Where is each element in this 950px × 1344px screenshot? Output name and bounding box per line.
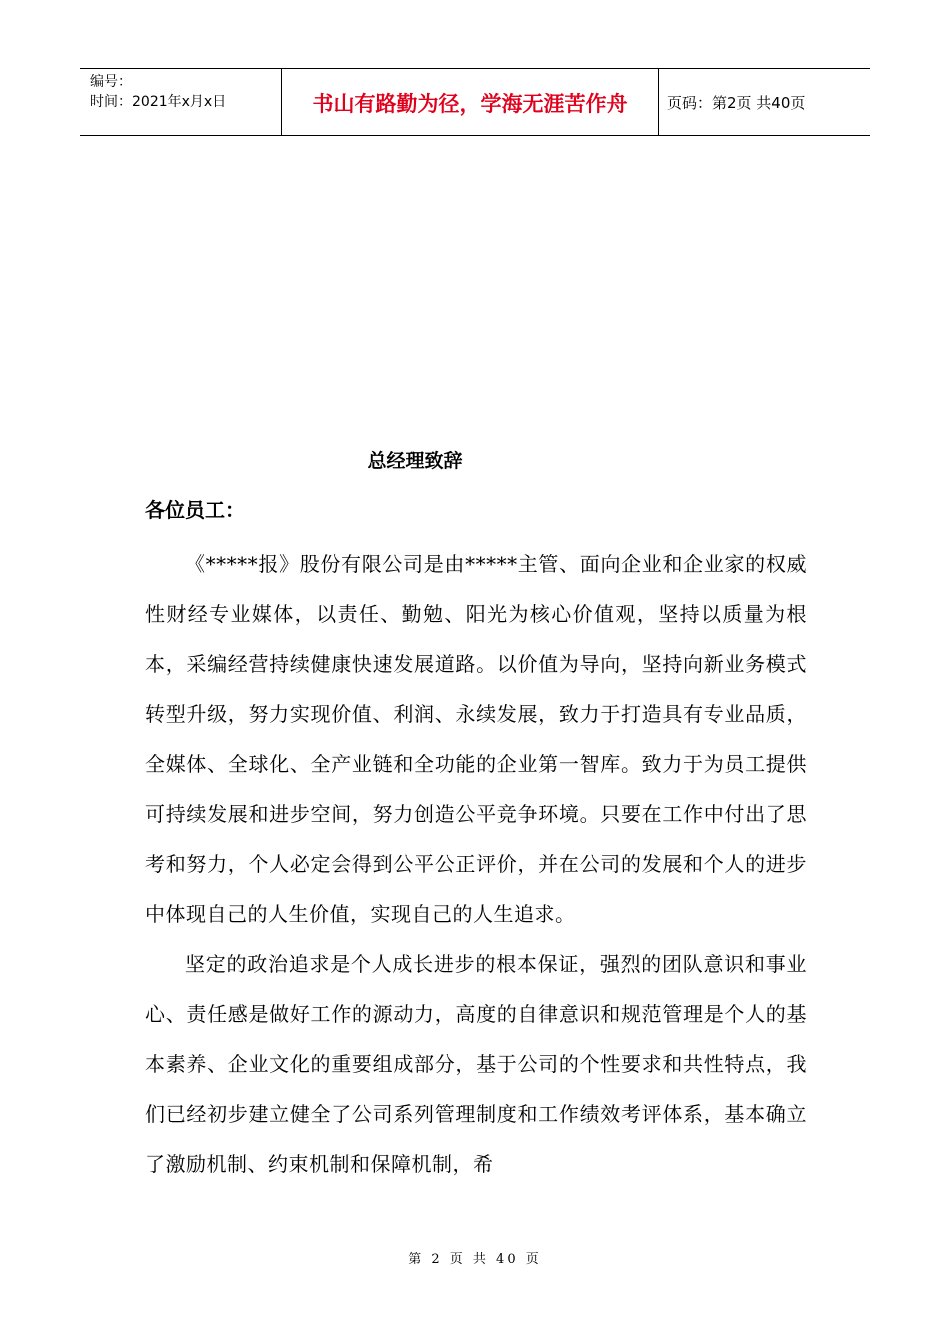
number-label: 编号： bbox=[90, 74, 132, 90]
header-motto: 书山有路勤为径，学海无涯苦作舟 bbox=[282, 69, 659, 135]
paragraph: 坚定的政治追求是个人成长进步的根本保证，强烈的团队意识和事业心、责任感是做好工作的源动力，高度的自律意识和规范管理是个人的基本素养、企业文化的重要组成部分，基于公司的个性要求和共性特点，我们已经初步建立健全了公司系列管理制度和工作绩效考评体系，基本确立了激励机制、约束机制和保障机制，希 bbox=[145, 952, 807, 1176]
salutation: 各位员工： bbox=[145, 498, 245, 522]
header-meta-cell bbox=[80, 69, 282, 135]
time-label: 时间：2021年x月x日 bbox=[90, 94, 227, 110]
paragraph: 《*****报》股份有限公司是由*****主管、面向企业和企业家的权威性财经专业媒体，以责任、勤勉、阳光为核心价值观，坚持以质量为根本，采编经营持续健康快速发展道路。以价值为导向，坚持向新业务模式转型升级，努力实现价值、利润、永续发展，致力于打造具有专业品质，全媒体、全球化、全产业链和全功能的企业第一智库。致力于为员工提供可持续发展和进步空间，努力创造公平竞争环境。只要在工作中付出了思考和努力，个人必定会得到公平公正评价，并在公司的发展和个人的进步中体现自己的人生价值，实现自己的人生追求。 bbox=[145, 552, 807, 926]
page-header bbox=[80, 68, 870, 136]
header-page-info: 页码：第2页 共40页 bbox=[667, 93, 806, 112]
document-title: 总经理致辞 bbox=[367, 450, 463, 472]
document-body bbox=[145, 539, 807, 1189]
page-footer: 第 2 页 共 40 页 bbox=[408, 1252, 542, 1267]
